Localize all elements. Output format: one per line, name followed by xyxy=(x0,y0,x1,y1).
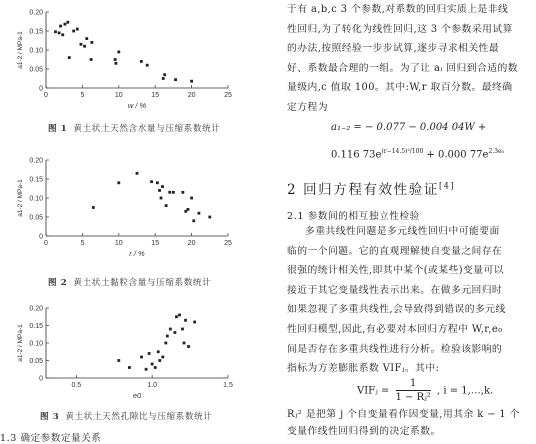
data-point xyxy=(158,359,161,362)
data-point xyxy=(154,366,157,369)
data-point xyxy=(197,212,200,215)
data-point xyxy=(168,191,171,194)
figure-3-scatter xyxy=(0,298,280,408)
data-point xyxy=(187,345,190,348)
y-tick-label: 0.05 xyxy=(29,214,43,222)
y-tick-label: 0.10 xyxy=(29,340,43,348)
y-tick-label: 0.10 xyxy=(29,195,43,203)
figure-2-scatter xyxy=(0,144,280,264)
data-point xyxy=(85,37,88,40)
x-tick-label: 25 xyxy=(224,92,232,99)
data-point xyxy=(166,335,169,338)
y-tick-label: 0 xyxy=(39,233,43,241)
data-point xyxy=(136,172,139,175)
x-tick-label: 25 xyxy=(224,240,232,247)
data-point xyxy=(90,41,93,44)
data-point xyxy=(174,78,177,81)
x-tick-label: 20 xyxy=(187,240,196,247)
figure-3-caption: 图 3 黄土状土天然孔隙比与压缩系数统计 xyxy=(40,412,213,422)
x-tick-label: 0 xyxy=(44,240,48,247)
data-point xyxy=(161,356,164,359)
data-point xyxy=(117,51,120,54)
data-point xyxy=(150,180,153,183)
data-point xyxy=(72,30,75,33)
heading-section-2: 2 回归方程有效性验证[4] xyxy=(287,181,456,198)
data-point xyxy=(59,25,62,28)
vif-equation: VIFⱼ = $\frac{1}{\text{1 − Rⱼ²}}$ , i = 1,…,k. xyxy=(357,378,494,403)
data-point xyxy=(64,23,67,26)
data-point xyxy=(164,342,167,345)
data-point xyxy=(151,363,154,366)
x-tick-label: 15 xyxy=(151,240,160,247)
data-point xyxy=(61,33,64,36)
x-tick-label: 10 xyxy=(114,240,123,247)
data-point xyxy=(128,366,131,369)
y-tick-label: 0 xyxy=(39,85,43,93)
y-tick-label: 0.20 xyxy=(29,305,43,313)
data-point xyxy=(92,206,95,209)
figure-1-caption: 图 1 黄土状土天然含水量与压缩系数统计 xyxy=(48,124,221,134)
data-point xyxy=(183,342,186,345)
data-point xyxy=(192,219,195,222)
x-tick-label: 15 xyxy=(151,92,160,99)
y-axis-label: a1-2 / MPa-1 xyxy=(17,31,24,69)
data-point xyxy=(76,28,79,31)
figure-1-scatter xyxy=(0,0,280,140)
equation-line-1: a₁₋₂ = − 0.077 − 0.004 04W + xyxy=(331,122,487,133)
data-point xyxy=(193,321,196,324)
data-point xyxy=(169,328,172,331)
data-point xyxy=(80,43,83,46)
data-point xyxy=(90,58,93,61)
x-tick-label: 1.5 xyxy=(223,382,233,389)
data-point xyxy=(161,185,164,188)
data-point xyxy=(160,197,163,200)
equation-line-2: 0.116 $73e^{(r-14.5)^2/100} + 0.000$ $77e^{2.3e_0}$ xyxy=(331,148,504,161)
y-tick-label: 0 xyxy=(39,375,43,383)
y-axis-label: a1-2 / MPa-1 xyxy=(17,179,24,217)
data-point xyxy=(68,56,71,59)
data-point xyxy=(175,315,178,318)
data-point xyxy=(178,314,181,317)
data-point xyxy=(158,189,161,192)
y-tick-label: 0.05 xyxy=(29,358,43,365)
data-point xyxy=(184,319,187,322)
data-point xyxy=(165,204,168,207)
data-point xyxy=(148,352,151,355)
x-tick-label: 20 xyxy=(187,92,196,99)
section-1-3-heading: 1.3 确定参数定量关系 xyxy=(0,433,102,444)
x-tick-label: 0 xyxy=(44,92,48,99)
data-point xyxy=(54,30,57,33)
paragraph-vif-def: Rⱼ² 是把第 j 个自变量看作因变量,用其余 k − 1 个 变量作线性回归得到的决定系数。 xyxy=(287,409,520,437)
data-point xyxy=(117,359,120,362)
x-axis-label: r / % xyxy=(129,249,145,258)
data-point xyxy=(140,60,143,63)
y-tick-label: 0.15 xyxy=(29,323,43,330)
x-tick-label: 5 xyxy=(80,240,85,247)
data-point xyxy=(181,328,184,331)
y-tick-label: 0.15 xyxy=(29,28,43,36)
data-point xyxy=(208,216,211,219)
data-point xyxy=(58,32,61,35)
y-tick-label: 0.10 xyxy=(29,47,43,55)
data-point xyxy=(140,356,143,359)
data-point xyxy=(172,191,175,194)
y-axis-label: a1-2 / MPa-1 xyxy=(17,324,24,362)
x-tick-label: 5 xyxy=(80,92,85,99)
data-point xyxy=(187,208,190,211)
y-tick-label: 0.15 xyxy=(29,176,43,184)
data-point xyxy=(162,77,165,80)
data-point xyxy=(117,181,120,184)
data-point xyxy=(181,191,184,194)
paragraph-multicollinearity: 多重共线性问题是多元线性回归中可能要面 临的一个问题。它的直观理解使自变量之间存在 很强的统计相关性,即其中某个(或某些)变量可以 接近于其它变量线性表示出来。在做多元回归时 如果忽视了多重共线性,会导致得到错误的多元线 性回归模型,因此,有必要对本回归方程中 W,r,e₀ 间是否存在多重共线性进行分析。检验该影响的 指标为方差膨胀系数 VIFⱼ。其中: xyxy=(287,226,506,375)
data-point xyxy=(157,350,160,353)
y-tick-label: 0.20 xyxy=(29,157,43,165)
figure-2-caption: 图 2 黄土状土黏粒含量与压缩系数统计 xyxy=(48,278,212,288)
x-tick-label: 1.0 xyxy=(147,382,158,389)
x-tick-label: 0.5 xyxy=(71,382,82,389)
x-axis-label: e0 xyxy=(132,391,142,400)
x-axis-label: w / % xyxy=(127,101,147,110)
x-tick-label: 10 xyxy=(114,92,123,99)
heading-section-2-1: 2.1 参数间的相互独立性检验 xyxy=(287,211,420,222)
data-point xyxy=(146,64,149,67)
data-point xyxy=(174,331,177,334)
data-point xyxy=(114,58,117,61)
y-tick-label: 0.20 xyxy=(29,9,43,17)
data-point xyxy=(145,368,148,371)
data-point xyxy=(83,45,86,48)
data-point xyxy=(163,73,166,76)
data-point xyxy=(114,62,117,65)
data-point xyxy=(190,80,193,83)
y-tick-label: 0.05 xyxy=(29,66,43,74)
data-point xyxy=(190,197,193,200)
data-point xyxy=(66,21,69,24)
paragraph-regression: 于有 a,b,c 3 个参数,对系数的回归实质上是非线 性回归,为了转化为线性回归,这 3 个参数采用试算 的办法,按照经验一步步试算,逐步寻求相关性最 好、系数最合理的一组。为了让 aᵢ 回归到合适的数 量级内,c 值取 100。其中:W,r 取百分数。最终确 定方程为 xyxy=(287,4,519,113)
data-point xyxy=(156,181,159,184)
